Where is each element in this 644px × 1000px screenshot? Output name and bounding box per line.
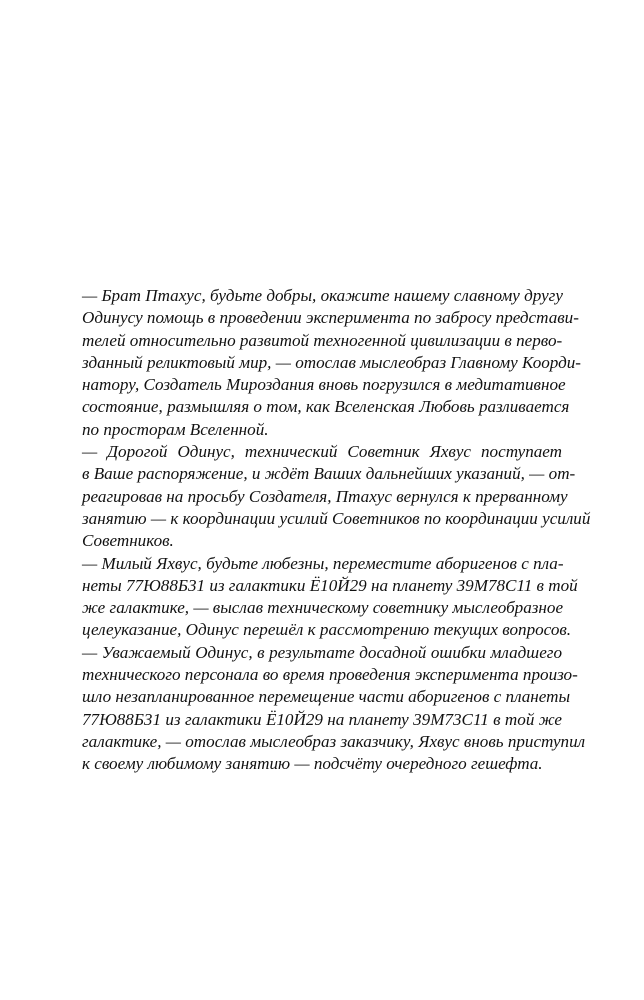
paragraph-3-line-4: целеуказание, Одинус перешёл к рассмотрению текущих вопросов. bbox=[82, 620, 572, 640]
text-block bbox=[82, 285, 591, 776]
paragraph-1-line-7: по просторам Вселенной. bbox=[82, 419, 269, 439]
paragraph-2-line-4: занятию — к координации усилий Советников по координации усилий bbox=[82, 508, 591, 528]
paragraph-3-line-3: же галактике, — выслав техническому советнику мыслеобразное bbox=[82, 598, 564, 618]
paragraph-4-line-1: — Уважаемый Одинус, в результате досадной ошибки младшего bbox=[82, 642, 562, 662]
paragraph-2-line-1: — Дорогой Одинус, технический Советник Яхвус поступает bbox=[82, 442, 562, 462]
paragraph-1-line-3: телей относительно развитой техногенной цивилизации в перво- bbox=[82, 330, 563, 350]
paragraph-2-line-2: в Ваше распоряжение, и ждёт Ваших дальнейших указаний, — от- bbox=[82, 464, 576, 484]
paragraph-4-line-3: шло незапланированное перемещение части аборигенов с планеты bbox=[82, 687, 571, 707]
paragraph-1-line-4: зданный реликтовый мир, — отослав мыслеобраз Главному Коорди- bbox=[82, 352, 581, 372]
paragraph-4-line-5: галактике, — отослав мыслеобраз заказчику, Яхвус вновь приступил bbox=[82, 731, 586, 751]
paragraph-1-line-1: — Брат Птахус, будьте добры, окажите нашему славному другу bbox=[82, 286, 563, 305]
paragraph-3-line-2: неты 77Ю88Б31 из галактики Ё10Й29 на планету 39М78С11 в той bbox=[82, 575, 578, 595]
paragraph-2-line-5: Советников. bbox=[82, 531, 174, 551]
paragraph-4-line-6: к своему любимому занятию — подсчёту очередного гешефта. bbox=[82, 754, 543, 774]
paragraph-2-line-3: реагировав на просьбу Создателя, Птахус вернулся к прерванному bbox=[82, 486, 568, 506]
paragraph-4-line-4: 77Ю88Б31 из галактики Ё10Й29 на планету 39М73С11 в той же bbox=[82, 709, 562, 729]
paragraph-4-line-2: технического персонала во время проведения эксперимента произо- bbox=[82, 665, 578, 685]
paragraph-1-line-6: состояние, размышляя о том, как Вселенская Любовь разливается bbox=[82, 397, 570, 417]
paragraph-1-line-2: Одинусу помощь в проведении эксперимента по забросу представи- bbox=[82, 308, 579, 328]
paragraph-3-line-1: — Милый Яхвус, будьте любезны, переместите аборигенов с пла- bbox=[82, 553, 564, 573]
paragraph-1-line-5: натору, Создатель Мироздания вновь погрузился в медитативное bbox=[82, 375, 566, 395]
